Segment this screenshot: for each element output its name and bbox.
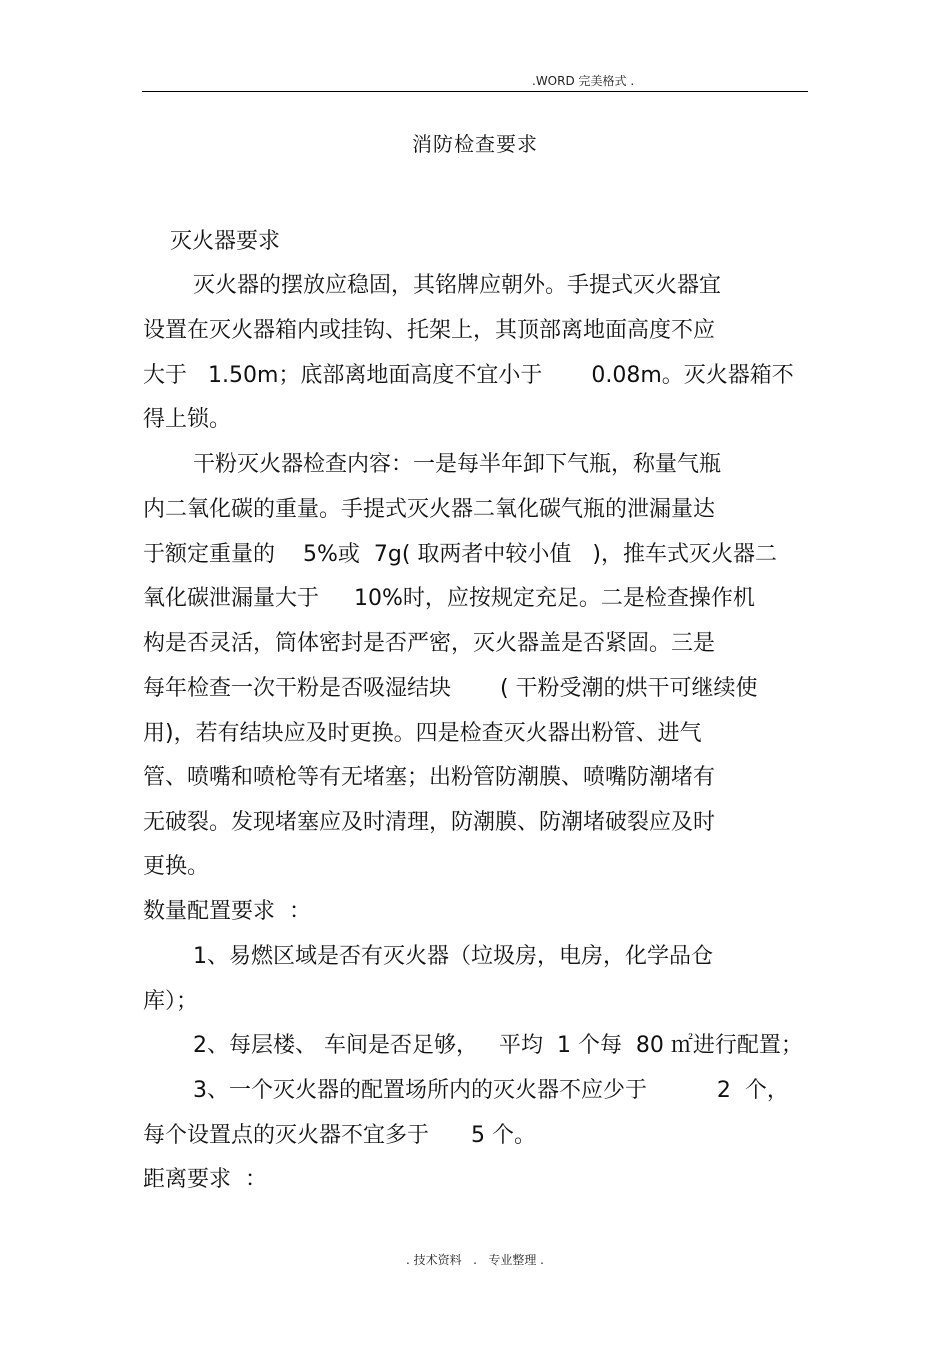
paragraph-line: 设置在灭火器箱内或挂钩、托架上，其顶部离地面高度不应 <box>143 318 716 343</box>
paragraph-line: 管、喷嘴和喷枪等有无堵塞；出粉管防潮膜、喷嘴防潮堵有 <box>143 765 716 790</box>
paragraph-line: 无破裂。发现堵塞应及时清理，防潮膜、防潮堵破裂应及时 <box>143 810 716 835</box>
list-item: 3、一个灭火器的配置场所内的灭火器不应少于 2 个， <box>193 1078 789 1103</box>
section-heading-distance: 距离要求 ： <box>143 1167 267 1192</box>
paragraph-line: 灭火器的摆放应稳固，其铭牌应朝外。手提式灭火器宜 <box>193 273 722 298</box>
list-item-continuation: 库）； <box>143 989 199 1014</box>
list-item: 1、易燃区域是否有灭火器（垃圾房，电房，化学品仓 <box>193 944 713 969</box>
section-heading-extinguisher: 灭火器要求 <box>170 229 281 254</box>
paragraph-line: 氧化碳泄漏量大于 10%时，应按规定充足。二是检查操作机 <box>143 586 755 611</box>
paragraph-line: 更换。 <box>143 854 210 879</box>
page-header <box>142 70 808 90</box>
header-divider <box>142 91 808 92</box>
paragraph-line: 大于 1.50m；底部离地面高度不宜小于 0.08m。灭火器箱不 <box>143 363 794 388</box>
paragraph-line: 用)，若有结块应及时更换。四是检查灭火器出粉管、进气 <box>143 721 702 746</box>
document-title: 消防检查要求 <box>412 132 538 156</box>
list-item-continuation: 每个设置点的灭火器不宜多于 5 个。 <box>143 1123 536 1148</box>
paragraph-line: 于额定重量的 5%或 7g( 取两者中较小值 )，推车式灭火器二 <box>143 542 777 567</box>
paragraph-line: 内二氧化碳的重量。手提式灭火器二氧化碳气瓶的泄漏量达 <box>143 497 716 522</box>
paragraph-line: 每年检查一次干粉是否吸湿结块 ( 干粉受潮的烘干可继续使 <box>143 676 758 701</box>
paragraph-line: 干粉灭火器检查内容：一是每半年卸下气瓶，称量气瓶 <box>193 452 722 477</box>
page-footer: . 技术资料 . 专业整理 . <box>406 1253 544 1267</box>
header-text: .WORD 完美格式 . <box>532 74 635 88</box>
paragraph-line: 得上锁。 <box>143 407 232 432</box>
list-item: 2、每层楼、 车间是否足够， 平均 1 个每 80 ㎡进行配置； <box>193 1033 803 1058</box>
section-heading-quantity: 数量配置要求 ： <box>143 899 311 924</box>
paragraph-line: 构是否灵活，筒体密封是否严密，灭火器盖是否紧固。三是 <box>143 631 716 656</box>
